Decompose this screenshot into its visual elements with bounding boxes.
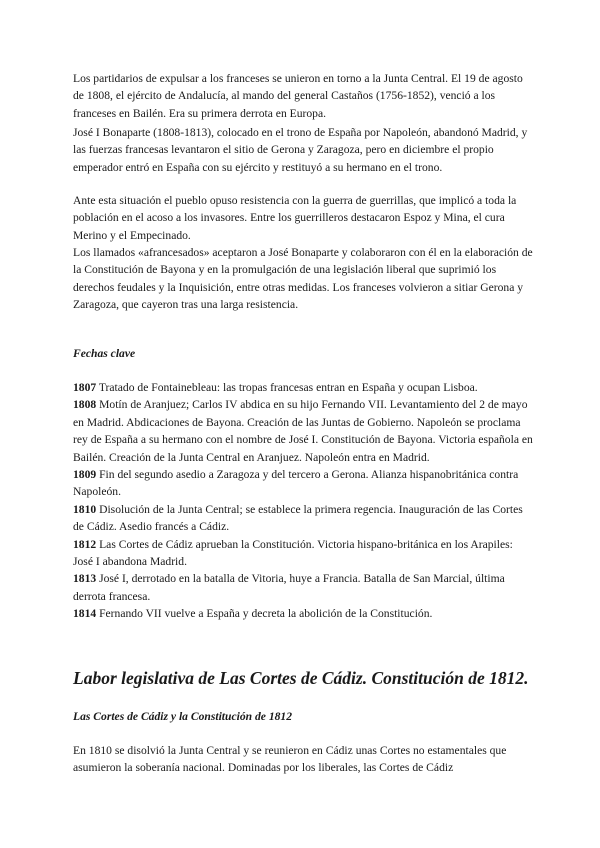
fecha-year: 1810 (73, 502, 97, 516)
fechas-clave-heading: Fechas clave (73, 347, 136, 360)
fecha-year: 1808 (73, 398, 97, 412)
paragraph-afrancesados: Los llamados «afrancesados» aceptaron a José Bonaparte y colaboraron con él en la elaboración de la Constitución de Bayona y en la promulgación de una legislación liberal que suprimió los derechos feudales y la Inquisición, entre otras medidas. Los franceses volvieron a sitiar Gerona y Zaragoza, que cayeron tras una larga resistencia. (73, 246, 533, 312)
fecha-text: Fernando VII vuelve a España y decreta la abolición de la Constitución. (96, 607, 433, 621)
fecha-year: 1809 (73, 468, 97, 482)
fecha-text: José I, derrotado en la batalla de Vitoria, huye a Francia. Batalla de San Marcial, última derrota francesa. (73, 572, 505, 603)
fecha-entry-1812 (73, 536, 533, 571)
paragraph-jose-bonaparte: José I Bonaparte (1808-1813), colocado en el trono de España por Napoleón, abandonó Madrid, y las fuerzas francesas levantaron el sitio de Gerona y Zaragoza, pero en diciembre el propio emperador entró en España con su ejército y restituyó a su hermano en el trono. (73, 126, 528, 174)
fecha-year: 1813 (73, 572, 97, 586)
fecha-entry-1813 (73, 570, 533, 605)
fecha-text: Las Cortes de Cádiz aprueban la Constitución. Victoria hispano-británica en los Arapiles: José I abandona Madrid. (73, 537, 513, 569)
fecha-year: 1807 (73, 381, 97, 394)
fecha-entry-1814 (73, 605, 533, 622)
fechas-list (73, 379, 533, 623)
paragraph-junta-central: Los partidarios de expulsar a los franceses se unieron en torno a la Junta Central. El 19 de agosto de 1808, el ejército de Andalucía, al mando del general Castaños (1756-1852), venció a los franceses en Bailén. Era su primera derrota en Europa. (73, 72, 523, 120)
fecha-entry-1808 (73, 396, 533, 466)
section-title: Labor legislativa de Las Cortes de Cádiz. Constitución de 1812. (73, 668, 529, 688)
section-subtitle: Las Cortes de Cádiz y la Constitución de 1812 (73, 710, 293, 723)
fecha-entry-1807 (73, 379, 533, 396)
fecha-text: Disolución de la Junta Central; se establece la primera regencia. Inauguración de las Cortes de Cádiz. Asedio francés a Cádiz. (73, 502, 523, 534)
paragraph-cortes-cadiz: En 1810 se disolvió la Junta Central y se reunieron en Cádiz unas Cortes no estamentales que asumieron la soberanía nacional. Dominadas por los liberales, las Cortes de Cádiz (73, 744, 507, 775)
fecha-entry-1809 (73, 466, 533, 501)
fecha-year: 1812 (73, 537, 97, 551)
fecha-text: Tratado de Fontainebleau: las tropas francesas entran en España y ocupan Lisboa. (96, 381, 478, 394)
paragraph-guerrillas: Ante esta situación el pueblo opuso resistencia con la guerra de guerrillas, que implicó a toda la población en el acoso a los invasores. Entre los guerrilleros destacaron Espoz y Mina, el cura Merino y el Empecinado. (73, 194, 517, 242)
fecha-entry-1810 (73, 501, 533, 536)
fecha-text: Fin del segundo asedio a Zaragoza y del tercero a Gerona. Alianza hispanobritánica contra Napoleón. (73, 468, 519, 499)
fecha-year: 1814 (73, 607, 97, 621)
fecha-text: Motín de Aranjuez; Carlos IV abdica en su hijo Fernando VII. Levantamiento del 2 de mayo en Madrid. Abdicaciones de Bayona. Creación de las Juntas de Gobierno. Napoleón se proclama rey de España a su hermano con el nombre de José I. Constitución de Bayona. Victoria española en Bailén. Creación de la Junta Central en Aranjuez. Napoleón entra en Madrid. (73, 398, 533, 464)
